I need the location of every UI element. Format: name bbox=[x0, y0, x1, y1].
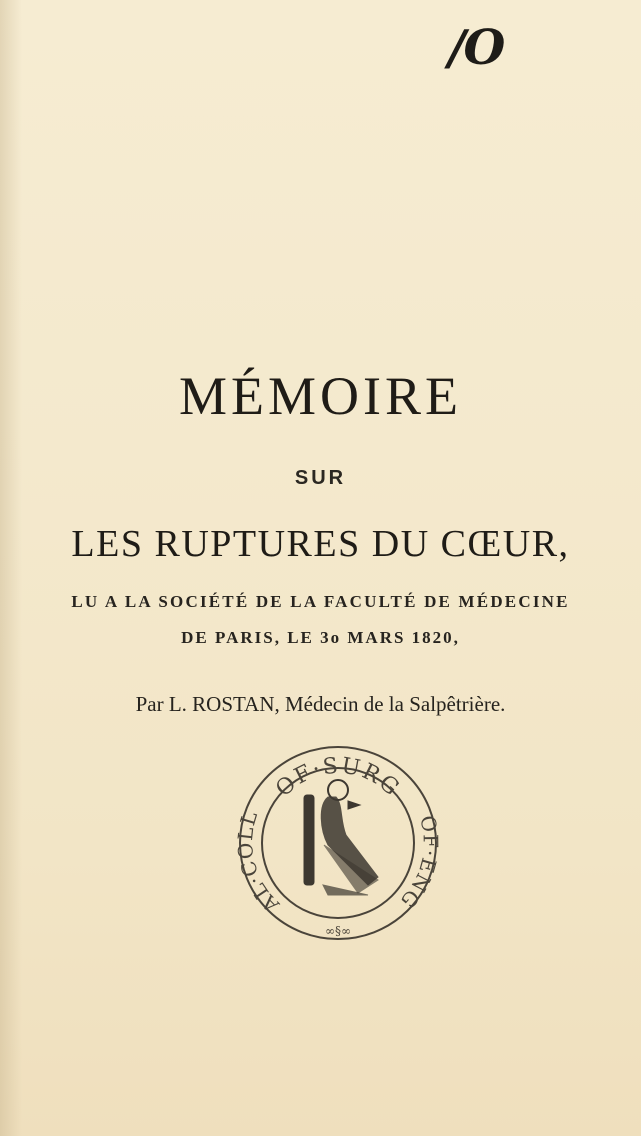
date-line: DE PARIS, LE 3o MARS 1820, bbox=[181, 628, 460, 647]
bird-emblem-icon bbox=[304, 780, 378, 895]
title-memoire: MÉMOIRE bbox=[179, 366, 462, 426]
handwritten-number: /O bbox=[448, 20, 504, 76]
svg-text:OF·SURG bbox=[271, 754, 405, 802]
seal-text-left: AL·COLL bbox=[232, 807, 284, 918]
svg-text:∞§∞: ∞§∞ bbox=[325, 924, 351, 938]
page-edge-shadow bbox=[0, 0, 22, 1136]
seal-text-top: OF·SURG bbox=[271, 753, 405, 802]
preposition-sur: SUR bbox=[294, 467, 347, 489]
library-stamp-seal bbox=[228, 735, 448, 950]
author-line: Par L. ROSTAN, Médecin de la Salpêtrière. bbox=[135, 692, 506, 716]
svg-text:AL·COLL bbox=[233, 808, 285, 918]
read-at-line: LU A LA SOCIÉTÉ DE LA FACULTÉ DE MÉDECINE bbox=[71, 592, 570, 611]
subtitle-ruptures: LES RUPTURES DU CŒUR, bbox=[71, 523, 570, 565]
svg-text:OF·ENG bbox=[395, 813, 443, 913]
seal-text-right: OF·ENG bbox=[395, 813, 443, 914]
